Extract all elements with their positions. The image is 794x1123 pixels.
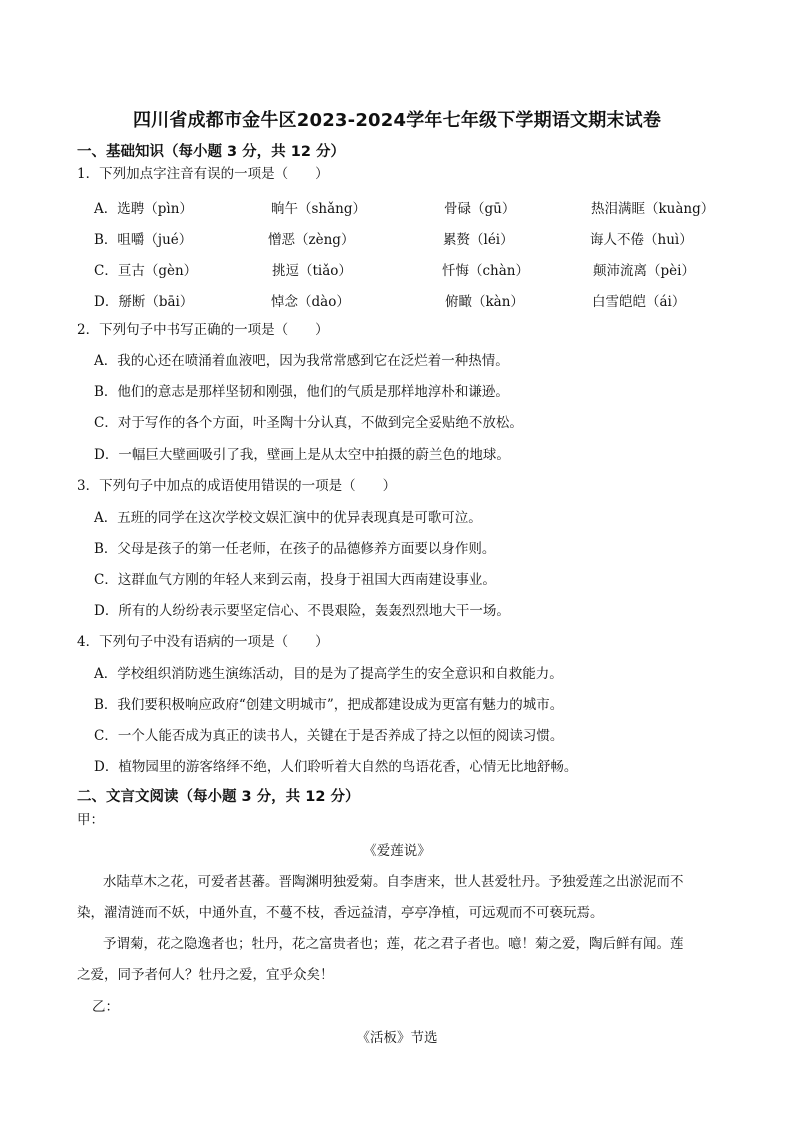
question-3-stem: 3．下列句子中加点的成语使用错误的一项是（ ）	[77, 478, 397, 494]
q1-option-b-item-4: 诲人不倦（huì）	[590, 232, 693, 248]
q1-option-c-item-2: 挑逗（tiǎo）	[272, 263, 352, 279]
section-heading-classical-reading: 二、文言文阅读（每小题 3 分，共 12 分）	[77, 789, 360, 805]
passage-yi-label: 乙：	[92, 999, 119, 1015]
passage-jia-title: 《爱莲说》	[363, 843, 431, 859]
q1-option-d-item-4: 白雪皑皑（ái）	[592, 294, 686, 310]
q1-option-c-item-1: C．亘古（gèn）	[94, 263, 198, 279]
section-heading-basics: 一、基础知识（每小题 3 分，共 12 分）	[77, 144, 345, 160]
q1-option-a-item-2: 晌午（shǎng）	[271, 201, 367, 217]
question-2-stem: 2．下列句子中书写正确的一项是（ ）	[77, 322, 329, 338]
q4-option-a: A．学校组织消防逃生演练活动，目的是为了提高学生的安全意识和自救能力。	[94, 666, 563, 682]
q1-option-b-item-2: 憎恶（zèng）	[268, 232, 355, 248]
q1-option-c-item-4: 颠沛流离（pèi）	[593, 263, 695, 279]
q2-option-c: C．对于写作的各个方面，叶圣陶十分认真，不做到完全妥贴绝不放松。	[94, 415, 523, 431]
q2-option-a: A．我的心还在喷涌着血液吧，因为我常常感到它在泛烂着一种热情。	[94, 353, 509, 369]
q4-option-b: B．我们要积极响应政府“创建文明城市”，把成都建设成为更富有魅力的城市。	[94, 697, 564, 713]
page-title: 四川省成都市金牛区2023-2024学年七年级下学期语文期末试卷	[132, 110, 662, 131]
q3-option-b: B．父母是孩子的第一任老师，在孩子的品德修养方面要以身作则。	[94, 541, 496, 557]
passage-yi-title: 《活板》节选	[356, 1030, 438, 1046]
q4-option-c: C．一个人能否成为真正的读书人，关键在于是否养成了持之以恒的阅读习惯。	[94, 728, 564, 744]
q4-option-d: D．植物园里的游客络绎不绝，人们聆听着大自然的鸟语花香，心情无比地舒畅。	[94, 759, 578, 775]
question-4-stem: 4．下列句子中没有语病的一项是（ ）	[77, 634, 329, 650]
passage-paragraph-1-line-1: 水陆草木之花，可爱者甚蕃。晋陶渊明独爱菊。自李唐来，世人甚爱牡丹。予独爱莲之出淤泥而不	[103, 874, 684, 890]
passage-paragraph-1-line-2: 染，濯清涟而不妖，中通外直，不蔓不枝，香远益清，亭亭净植，可远观而不可亵玩焉。	[77, 905, 604, 921]
passage-jia-label: 甲：	[77, 812, 104, 828]
q1-option-b-item-3: 累赘（léi）	[443, 232, 514, 248]
q1-option-d-item-2: 悼念（dào）	[271, 294, 350, 310]
q1-option-d-item-3: 俯瞰（kàn）	[445, 294, 524, 310]
question-1-stem: 1．下列加点字注音有误的一项是（ ）	[77, 166, 329, 182]
q3-option-a: A．五班的同学在这次学校文娱汇演中的优异表现真是可歌可泣。	[94, 510, 482, 526]
q1-option-a-item-3: 骨碌（gū）	[444, 201, 516, 217]
q1-option-c-item-3: 忏悔（chàn）	[442, 263, 529, 279]
q3-option-d: D．所有的人纷纷表示要坚定信心、不畏艰险，轰轰烈烈地大干一场。	[94, 603, 510, 619]
passage-paragraph-2-line-2: 之爱，同予者何人？牡丹之爱，宜乎众矣！	[77, 967, 334, 983]
q1-option-a-item-4: 热泪满眶（kuàng）	[591, 201, 715, 217]
q1-option-b-item-1: B．咀嚼（jué）	[94, 232, 193, 248]
q1-option-d-item-1: D．掰断（bāi）	[94, 294, 194, 310]
q1-option-a-item-1: A．选聘（pìn）	[94, 201, 193, 217]
passage-paragraph-2-line-1: 予谓菊，花之隐逸者也；牡丹，花之富贵者也；莲，花之君子者也。噫！菊之爱，陶后鲜有闻。莲	[103, 936, 684, 952]
q2-option-b: B．他们的意志是那样坚韧和刚强，他们的气质是那样地淳朴和谦逊。	[94, 384, 509, 400]
q2-option-d: D．一幅巨大壁画吸引了我，壁画上是从太空中拍摄的蔚兰色的地球。	[94, 447, 510, 463]
q3-option-c: C．这群血气方刚的年轻人来到云南，投身于祖国大西南建设事业。	[94, 572, 496, 588]
